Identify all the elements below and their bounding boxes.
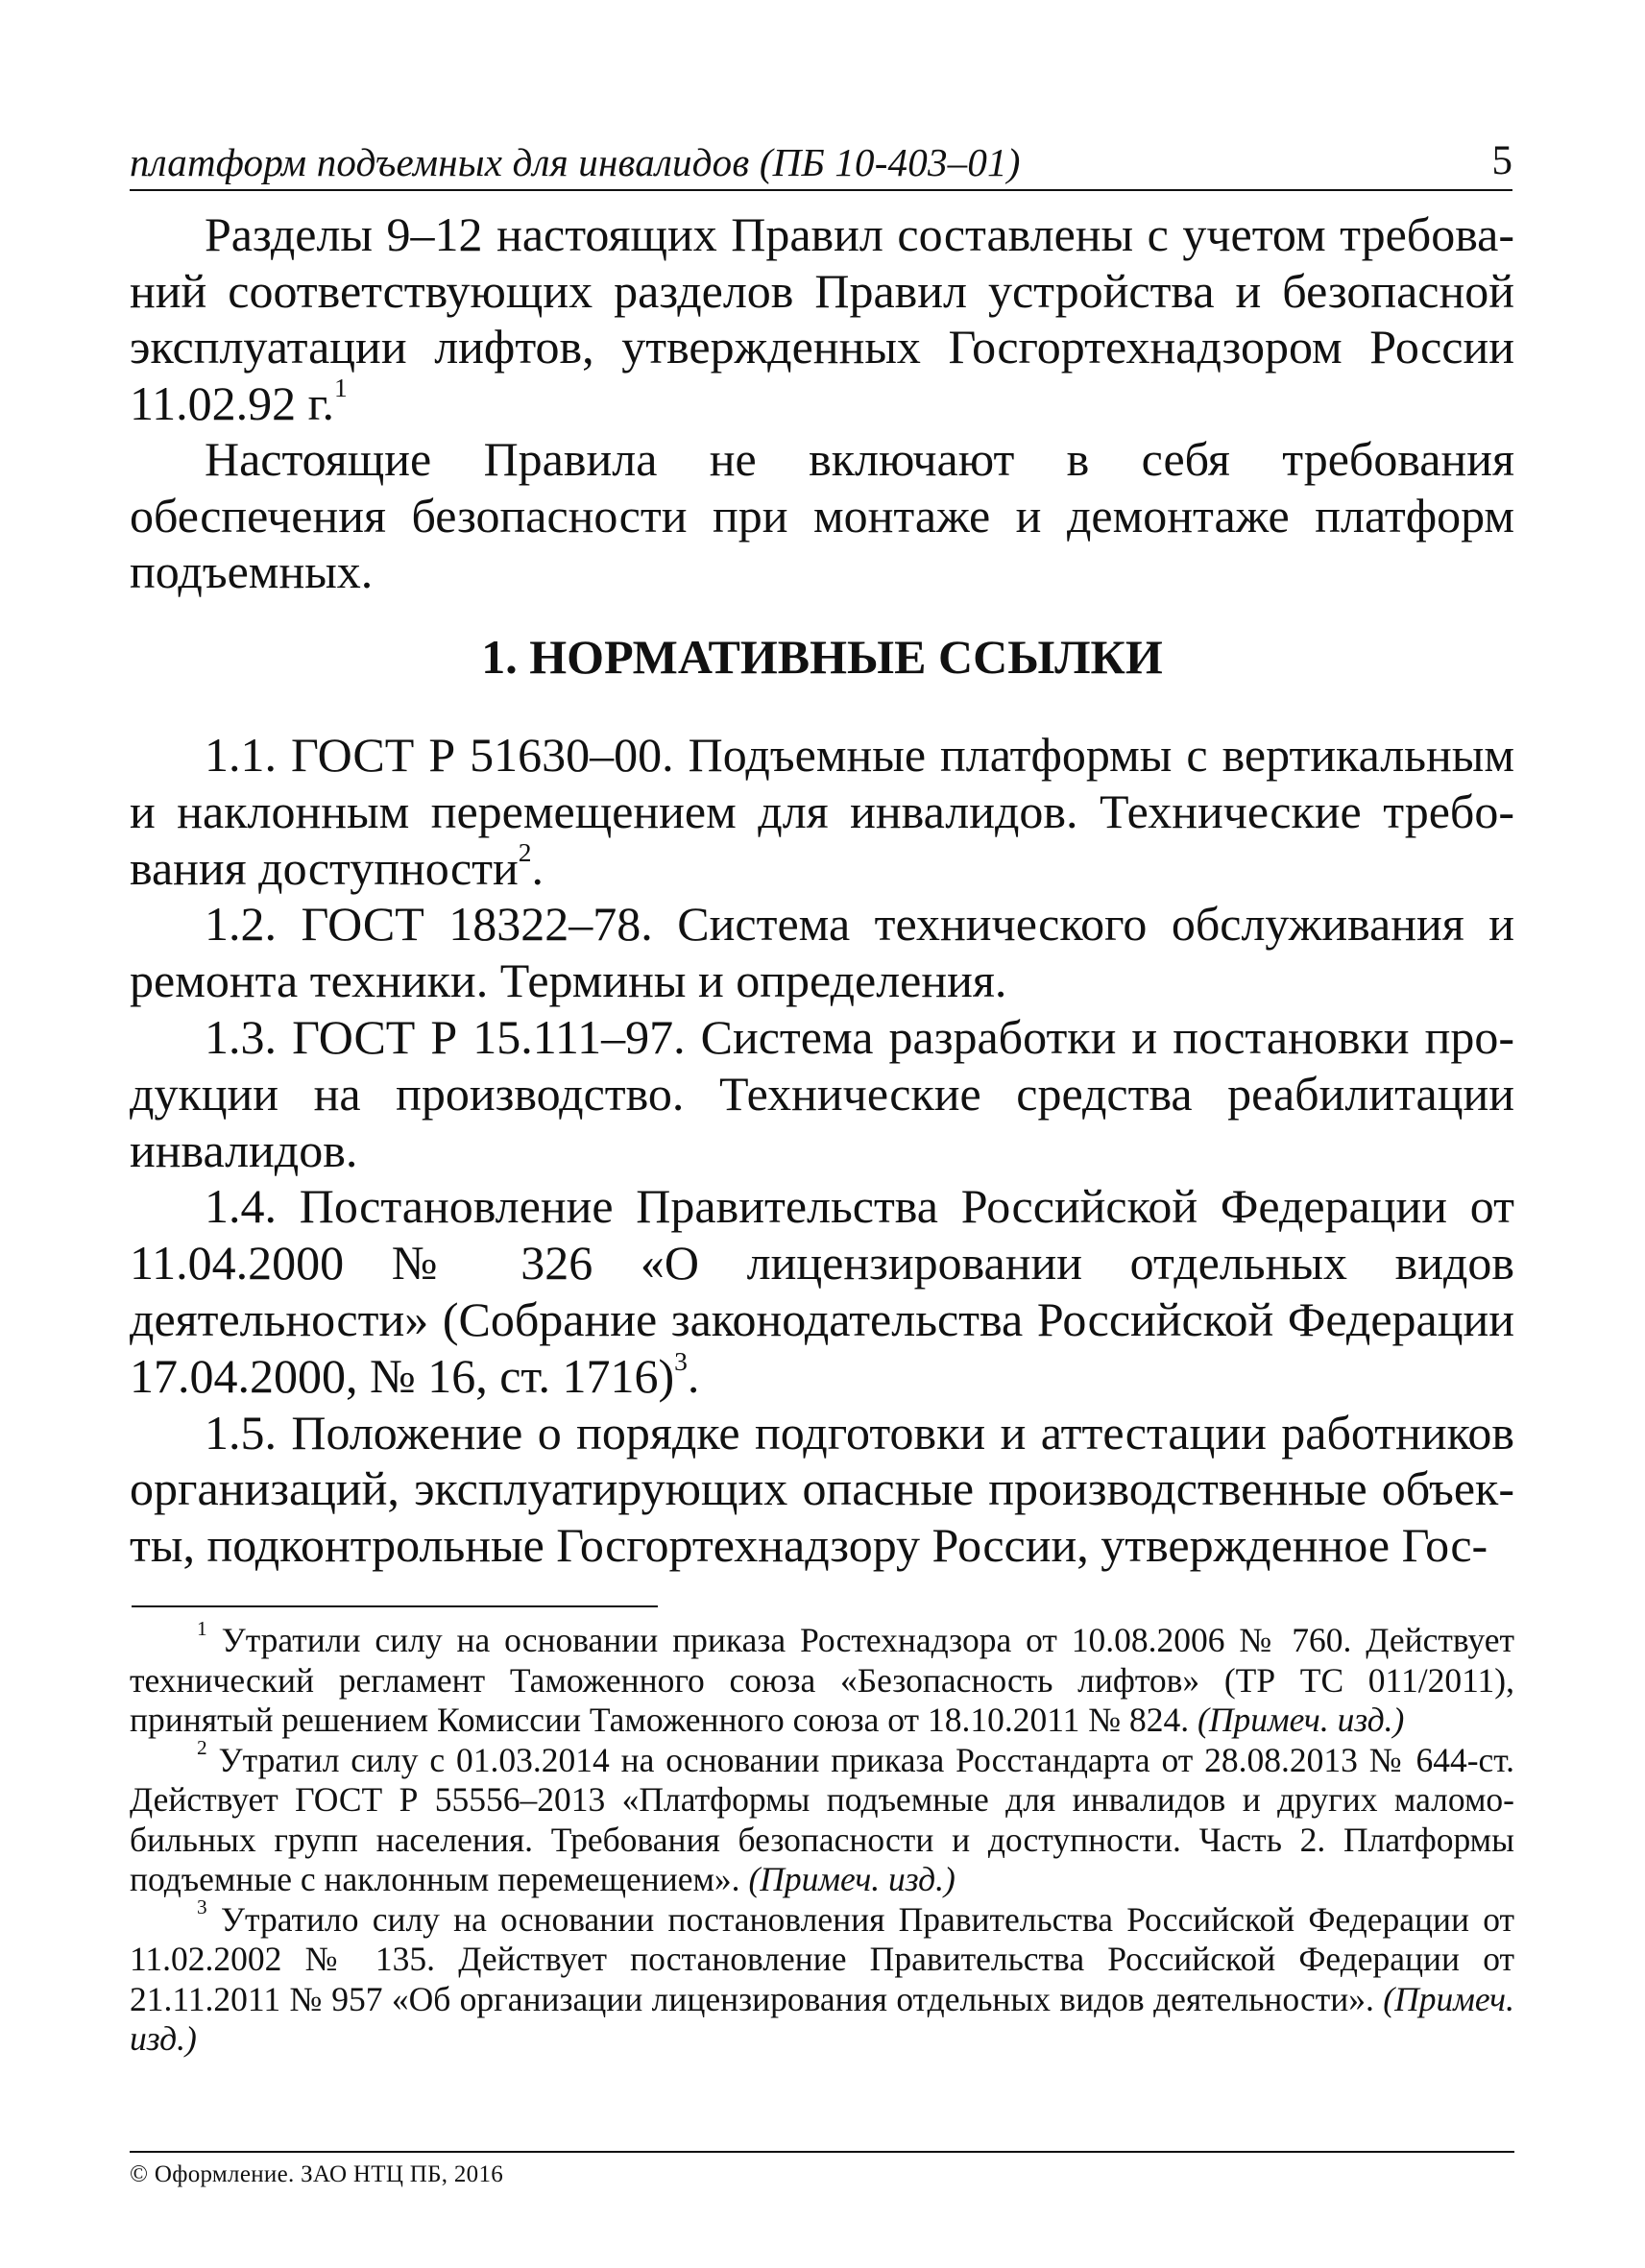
intro-paragraph-2: Настоящие Правила не включают в себя требования обеспечения безопасности при монтаже и демонтаже платформ подъемных.	[130, 432, 1514, 598]
reference-item: 1.4. Постановление Правительства Российской Федерации от 11.04.2000 № 326 «О лицензировании отдельных видов деятельности» (Собрание законодательства Российской Федерации 17.04.2000, № 16, ст. 1716)$^3$.	[130, 1179, 1514, 1403]
section-heading: 1. НОРМАТИВНЫЕ ССЫЛКИ	[481, 630, 1163, 684]
references-list	[130, 727, 1514, 1574]
copyright-line: © Оформление. ЗАО НТЦ ПБ, 2016	[130, 2161, 504, 2187]
footnote-separator	[132, 1605, 658, 1607]
reference-item: 1.1. ГОСТ Р 51630–00. Подъемные платформы с вертикальным и наклонным перемещением для инвалидов. Технические требования доступности$^2$.	[130, 728, 1514, 895]
intro-paragraph-1: Разделы 9–12 настоящих Правил составлены с учетом требований соответствующих разделов Правил устройства и безопасной эксплуатации лифтов, утвержденных Госгортехнадзором России 11.02.92 г.$^1$	[130, 207, 1514, 430]
bottom-separator	[130, 2151, 1514, 2153]
page-number: 5	[1491, 138, 1512, 183]
reference-item: 1.3. ГОСТ Р 15.111–97. Система разработки и постановки продукции на производство. Технические средства реабилитации инвалидов.	[130, 1009, 1514, 1177]
footnotes	[130, 1616, 1515, 2060]
reference-item: 1.2. ГОСТ 18322–78. Система технического обслуживания и ремонта техники. Термины и определения.	[130, 897, 1514, 1008]
footnote-ref-1: 1	[334, 373, 348, 403]
running-title: платформ подъемных для инвалидов (ПБ 10-403–01)	[130, 140, 1021, 184]
footnote-ref-2: 2	[518, 837, 532, 868]
running-header	[130, 130, 1512, 191]
intro-text	[130, 206, 1514, 600]
footnote: $^3$ Утратило силу на основании постановления Правительства Российской Федерации от 11.02.2002 № 135. Действует постановление Правительства Российской Федерации от 21.11.2011 № 957 «Об организации лицензирования отдельных видов деятельности». (Примеч. изд.)	[130, 1895, 1514, 2058]
footnote: $^1$ Утратили силу на основании приказа Ростехнадзора от 10.08.2006 № 760. Действует технический регламент Таможенного союза «Безопасность лифтов» (ТР ТС 011/2011), принятый решением Комиссии Таможенного союза от 18.10.2011 № 824. (Примеч. изд.)	[130, 1616, 1514, 1739]
reference-item: 1.5. Положение о порядке подготовки и аттестации работников организаций, эксплуатирующих опасные производственные объекты, подконтрольные Госгортехнадзору России, утвержденное Гос-	[130, 1405, 1514, 1573]
footnote: $^2$ Утратил силу с 01.03.2014 на основании приказа Росстандарта от 28.08.2013 № 644-ст. Действует ГОСТ Р 55556–2013 «Платформы подъемные для инвалидов и других маломобильных групп населения. Требования безопасности и доступности. Часть 2. Платформы подъемные с наклонным перемещением». (Примеч. изд.)	[130, 1736, 1515, 1898]
footnote-ref-3: 3	[674, 1345, 688, 1376]
